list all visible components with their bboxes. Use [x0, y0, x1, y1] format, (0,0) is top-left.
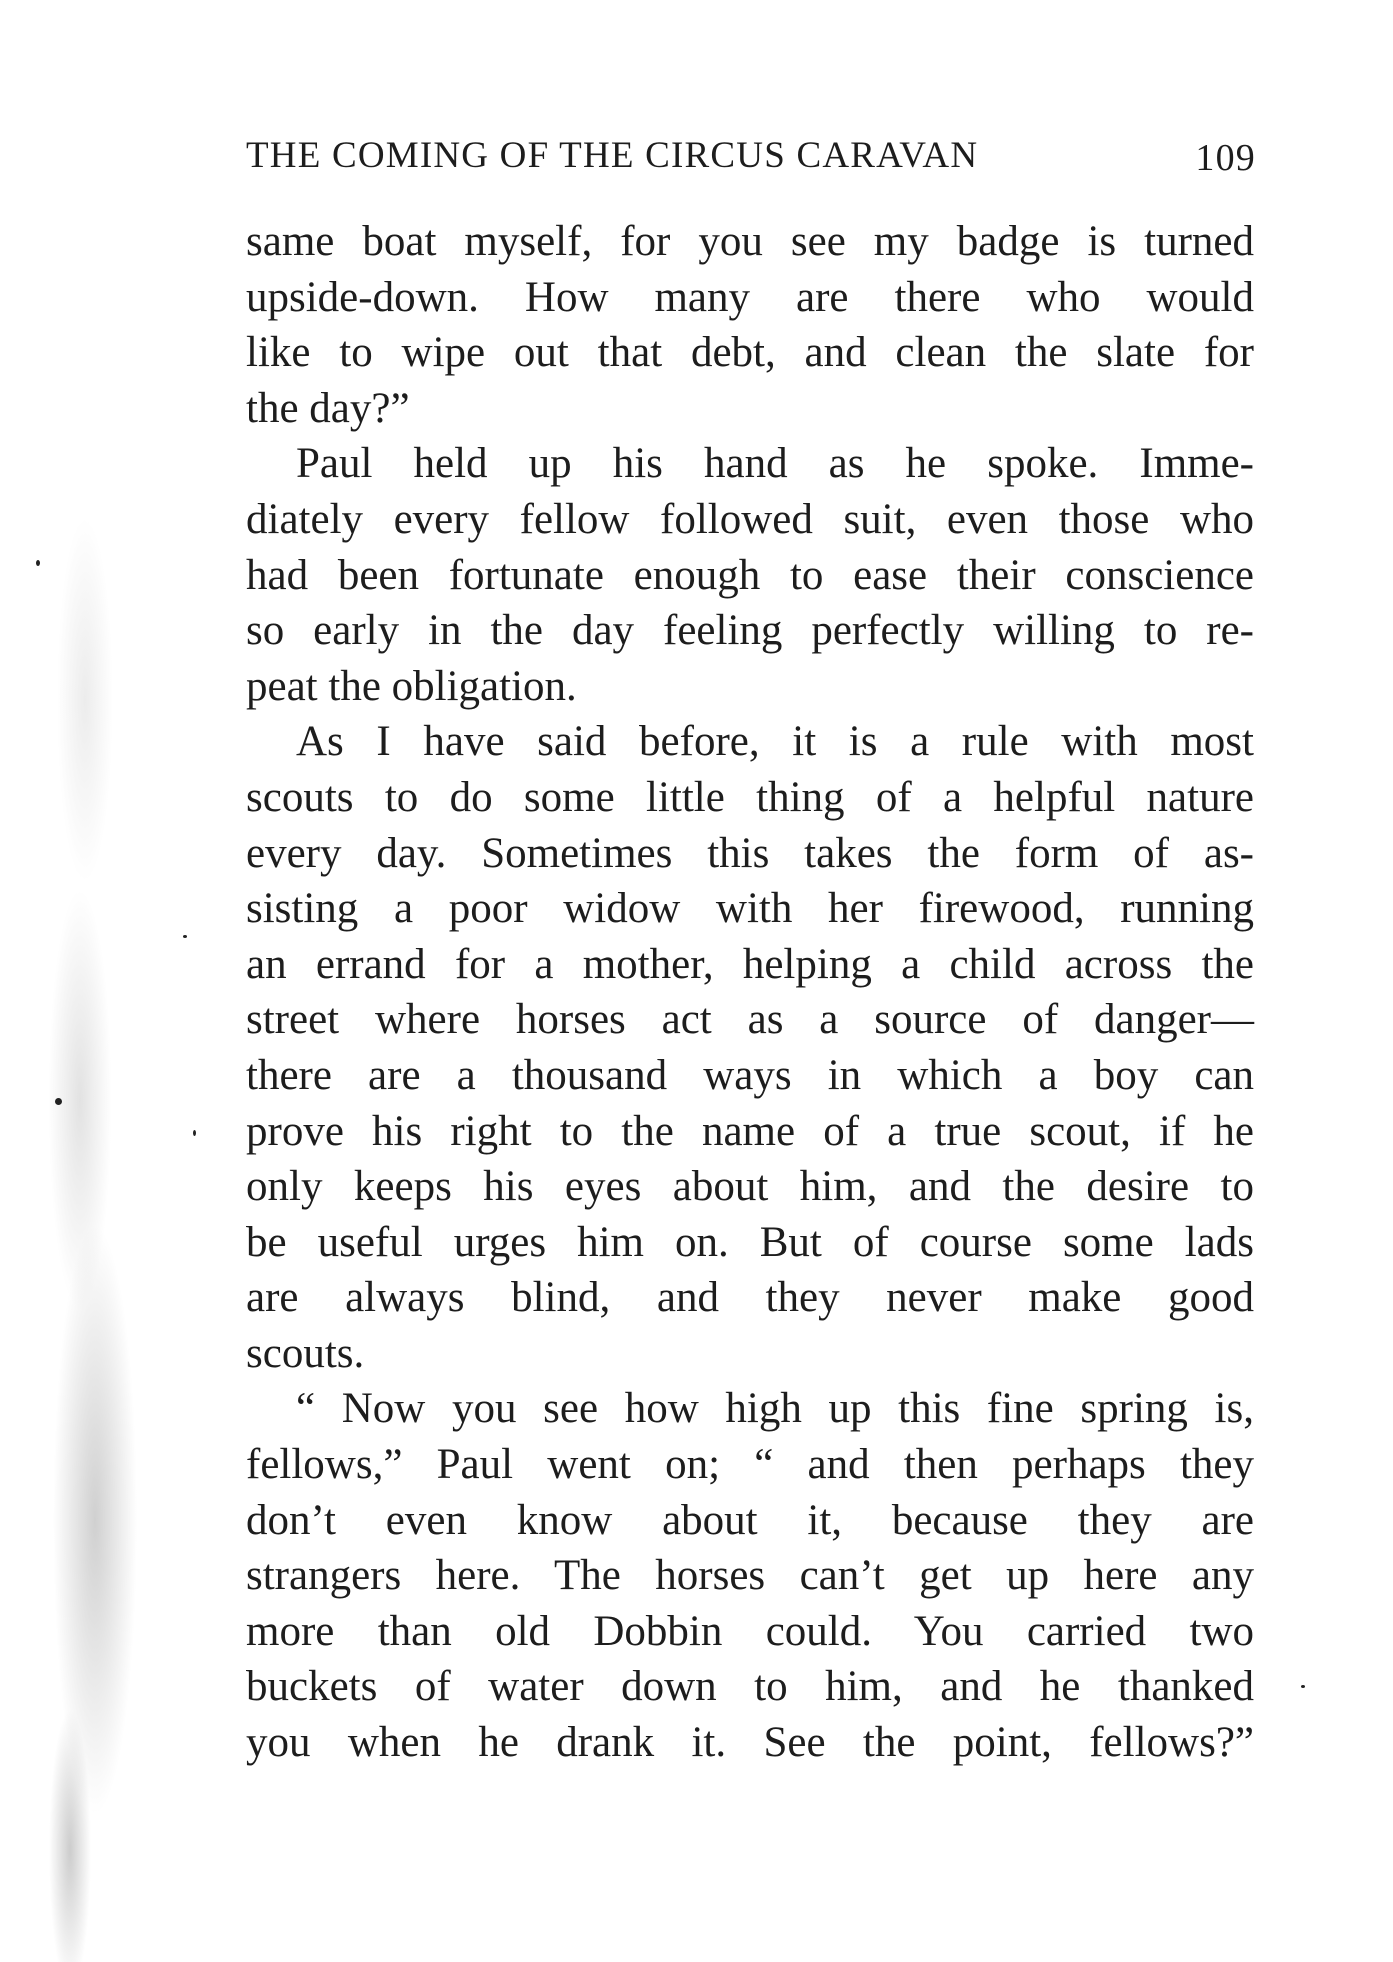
running-head	[246, 134, 1256, 190]
scan-speck	[36, 560, 40, 566]
text-line: had been fortunate enough to ease their conscience	[246, 551, 1254, 599]
text-line: there are a thousand ways in which a boy can	[246, 1051, 1254, 1099]
text-line: strangers here. The horses can’t get up here any	[246, 1552, 1254, 1600]
paragraph	[246, 436, 1254, 714]
text-line: peat the obligation.	[246, 662, 577, 710]
paragraph	[246, 714, 1254, 1381]
scan-speck	[55, 1098, 62, 1105]
text-line: prove his right to the name of a true scout, if he	[246, 1107, 1254, 1155]
text-line: “ Now you see how high up this fine spring is,	[296, 1385, 1254, 1433]
text-line: buckets of water down to him, and he thanked	[246, 1663, 1254, 1711]
text-line: As I have said before, it is a rule with most	[296, 718, 1254, 766]
text-line: only keeps his eyes about him, and the desire to	[246, 1163, 1254, 1211]
text-line: street where horses act as a source of danger—	[246, 996, 1254, 1044]
text-line: same boat myself, for you see my badge is turned	[246, 218, 1254, 265]
scan-speck	[1301, 1685, 1305, 1688]
text-line: don’t even know about it, because they are	[246, 1496, 1254, 1544]
scan-speck	[183, 935, 187, 938]
text-line: upside-down. How many are there who would	[246, 273, 1254, 321]
page-number: 109	[1195, 137, 1256, 179]
body-text	[246, 214, 1254, 1771]
text-line: so early in the day feeling perfectly willing to re-	[246, 607, 1254, 655]
scan-shadow	[0, 0, 185, 1962]
text-line: are always blind, and they never make good	[246, 1274, 1254, 1322]
paragraph	[246, 1381, 1254, 1770]
running-head-title: THE COMING OF THE CIRCUS CARAVAN	[246, 135, 979, 176]
text-line: Paul held up his hand as he spoke. Imme-	[296, 440, 1254, 488]
text-line: the day?”	[246, 384, 410, 432]
text-line: be useful urges him on. But of course some lads	[246, 1218, 1254, 1266]
text-line: an errand for a mother, helping a child across the	[246, 940, 1254, 988]
text-line: diately every fellow followed suit, even those who	[246, 495, 1254, 543]
text-line: sisting a poor widow with her firewood, running	[246, 885, 1254, 933]
paragraph	[246, 214, 1254, 436]
text-line: fellows,” Paul went on; “ and then perhaps they	[246, 1441, 1254, 1489]
scan-speck	[193, 1130, 196, 1136]
text-line: scouts.	[246, 1329, 365, 1377]
text-line: scouts to do some little thing of a helpful nature	[246, 773, 1254, 821]
text-line: like to wipe out that debt, and clean the slate for	[246, 329, 1254, 377]
text-line: more than old Dobbin could. You carried two	[246, 1607, 1254, 1655]
text-line: you when he drank it. See the point, fellows?”	[246, 1719, 1254, 1767]
text-line: every day. Sometimes this takes the form of as-	[246, 829, 1254, 877]
